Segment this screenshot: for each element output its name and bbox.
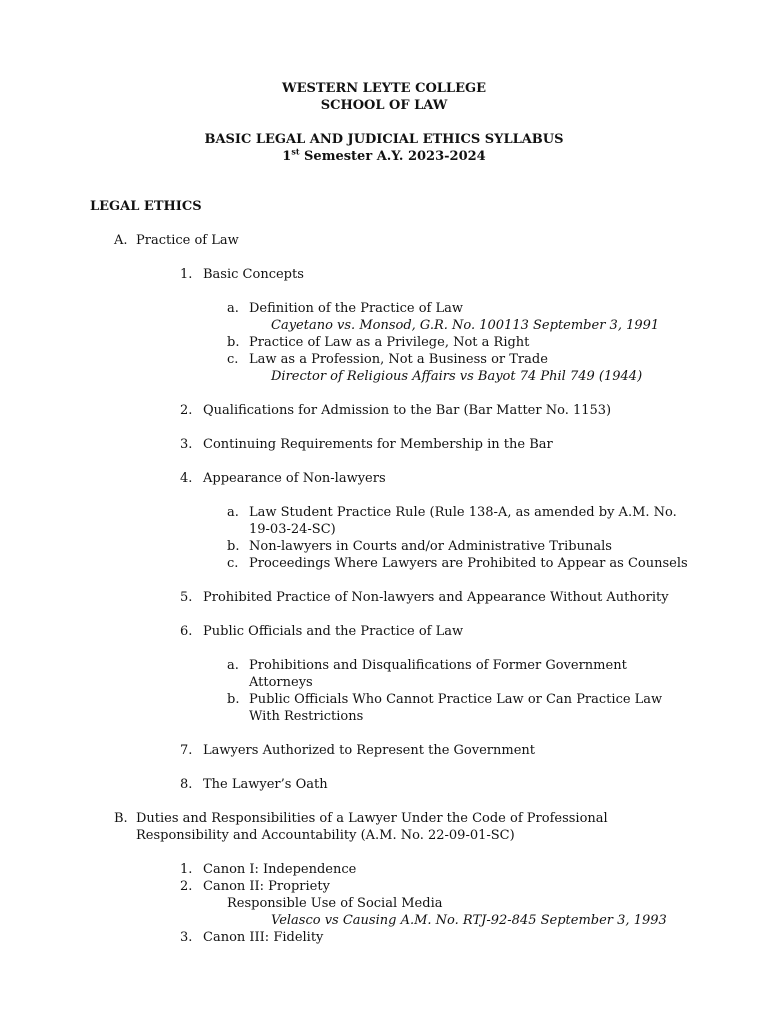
outline-marker: 7. (180, 743, 193, 758)
outline-marker: 3. (180, 930, 193, 945)
outline-item-title: The Lawyer’s Oath (203, 777, 328, 792)
outline-subitem-text: Non-lawyers in Courts and/or Administrative Tribunals (249, 539, 612, 554)
semester-rest: Semester A.Y. 2023-2024 (299, 149, 486, 164)
semester-line (0, 148, 768, 165)
outline-marker: c. (227, 352, 239, 367)
outline-marker: 8. (180, 777, 193, 792)
college-name: WESTERN LEYTE COLLEGE (281, 81, 486, 96)
outline-marker: a. (227, 301, 239, 316)
outline-marker: c. (227, 556, 239, 571)
outline-item-title: Lawyers Authorized to Represent the Government (203, 743, 535, 758)
outline-subitem-text-cont: Attorneys (249, 675, 313, 690)
outline-marker: B. (114, 811, 128, 826)
outline-marker: 4. (180, 471, 193, 486)
outline-marker: a. (227, 505, 239, 520)
outline-item-title: Appearance of Non-lawyers (203, 471, 386, 486)
section-heading: LEGAL ETHICS (90, 199, 202, 214)
outline-marker: 6. (180, 624, 193, 639)
outline-marker: A. (114, 233, 128, 248)
outline-item-title: Continuing Requirements for Membership in the Bar (203, 437, 553, 452)
outline-marker: 2. (180, 403, 193, 418)
outline-marker: b. (227, 692, 240, 707)
outline-marker: b. (227, 335, 240, 350)
outline-item-title: Canon I: Independence (203, 862, 357, 877)
outline-b-title: Duties and Responsibilities of a Lawyer Under the Code of Professional (136, 811, 608, 826)
outline-subitem-text: Law as a Profession, Not a Business or Trade (249, 352, 548, 367)
outline-marker: 1. (180, 267, 193, 282)
semester-ordinal: 1 (282, 149, 292, 164)
outline-subitem-text: Proceedings Where Lawyers are Prohibited to Appear as Counsels (249, 556, 688, 571)
outline-subitem-text: Public Officials Who Cannot Practice Law or Can Practice Law (249, 692, 663, 707)
case-citation: Velasco vs Causing A.M. No. RTJ-92-845 September 3, 1993 (271, 913, 667, 928)
case-citation: Cayetano vs. Monsod, G.R. No. 100113 September 3, 1991 (271, 318, 660, 333)
outline-subitem-text: Law Student Practice Rule (Rule 138-A, as amended by A.M. No. (249, 505, 677, 520)
outline-marker: 3. (180, 437, 193, 452)
outline-note: Responsible Use of Social Media (227, 896, 443, 911)
outline-item-title: Qualifications for Admission to the Bar (Bar Matter No. 1153) (203, 403, 612, 418)
outline-marker: a. (227, 658, 239, 673)
outline-item-title: Basic Concepts (203, 267, 304, 282)
outline-item-title: Prohibited Practice of Non-lawyers and Appearance Without Authority (203, 590, 669, 605)
syllabus-title: BASIC LEGAL AND JUDICIAL ETHICS SYLLABUS (204, 132, 564, 147)
outline-marker: b. (227, 539, 240, 554)
school-name: SCHOOL OF LAW (320, 98, 448, 113)
case-citation: Director of Religious Affairs vs Bayot 74 Phil 749 (1944) (271, 369, 643, 384)
outline-subitem-text: Definition of the Practice of Law (249, 301, 463, 316)
outline-marker: 5. (180, 590, 193, 605)
outline-a-title: Practice of Law (136, 233, 239, 248)
outline-item-title: Canon III: Fidelity (203, 930, 324, 945)
outline-subitem-text: Practice of Law as a Privilege, Not a Right (249, 335, 530, 350)
outline-subitem-text-cont: 19-03-24-SC) (249, 522, 336, 537)
outline-subitem-text-cont: With Restrictions (249, 709, 364, 724)
outline-marker: 1. (180, 862, 193, 877)
outline-item-title: Canon II: Propriety (203, 879, 330, 894)
outline-marker: 2. (180, 879, 193, 894)
outline-item-title: Public Officials and the Practice of Law (203, 624, 464, 639)
semester-ordinal-suffix: st (291, 146, 300, 157)
outline-b-title-cont: Responsibility and Accountability (A.M. No. 22-09-01-SC) (136, 828, 515, 843)
outline-subitem-text: Prohibitions and Disqualifications of Former Government (249, 658, 627, 673)
